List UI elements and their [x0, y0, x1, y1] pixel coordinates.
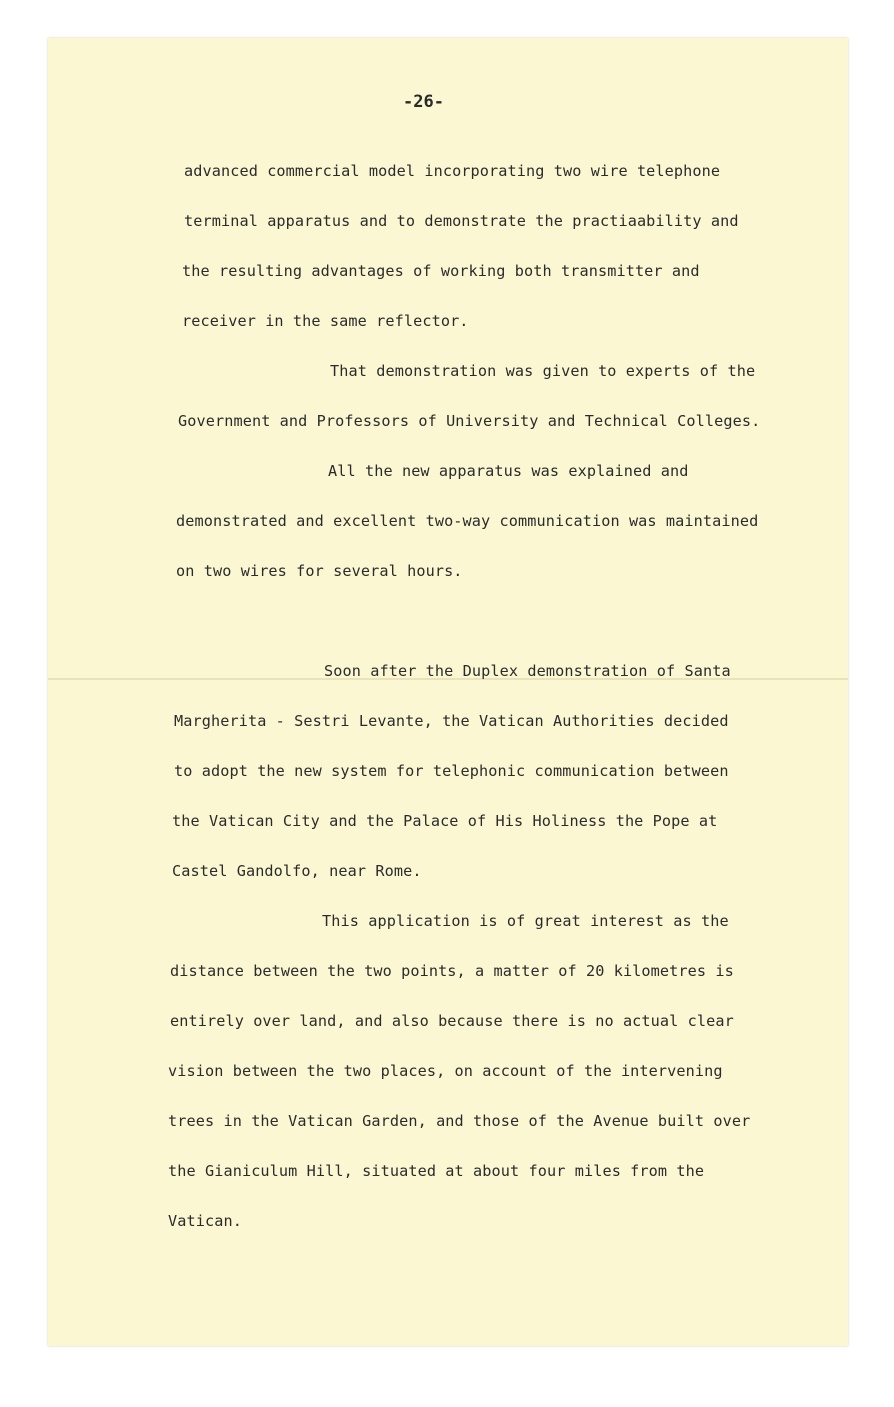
text-line: trees in the Vatican Garden, and those of the Avenue built over — [168, 1112, 751, 1130]
text-line: vision between the two places, on account of the intervening — [168, 1062, 723, 1080]
text-line: Castel Gandolfo, near Rome. — [172, 862, 422, 880]
text-line: the Vatican City and the Palace of His Holiness the Pope at — [172, 812, 718, 830]
text-line: That demonstration was given to experts of the — [330, 362, 756, 380]
text-line: terminal apparatus and to demonstrate the practiaability and — [184, 212, 739, 230]
text-line: All the new apparatus was explained and — [328, 462, 689, 480]
text-line: receiver in the same reflector. — [182, 312, 469, 330]
text-line: Government and Professors of University and Technical Colleges. — [178, 412, 761, 430]
text-line: the resulting advantages of working both transmitter and — [182, 262, 700, 280]
document-page — [48, 38, 848, 1346]
page-number: -26- — [403, 92, 444, 112]
text-line: demonstrated and excellent two-way communication was maintained — [176, 512, 759, 530]
text-line: on two wires for several hours. — [176, 562, 463, 580]
text-line: Soon after the Duplex demonstration of Santa — [324, 662, 731, 680]
text-line: Vatican. — [168, 1212, 242, 1230]
text-line: the Gianiculum Hill, situated at about four miles from the — [168, 1162, 705, 1180]
text-line: Margherita - Sestri Levante, the Vatican Authorities decided — [174, 712, 729, 730]
text-line: advanced commercial model incorporating two wire telephone — [184, 162, 721, 180]
text-line: This application is of great interest as the — [322, 912, 729, 930]
text-line: to adopt the new system for telephonic communication between — [174, 762, 729, 780]
text-line: distance between the two points, a matter of 20 kilometres is — [170, 962, 734, 980]
text-line: entirely over land, and also because there is no actual clear — [170, 1012, 734, 1030]
